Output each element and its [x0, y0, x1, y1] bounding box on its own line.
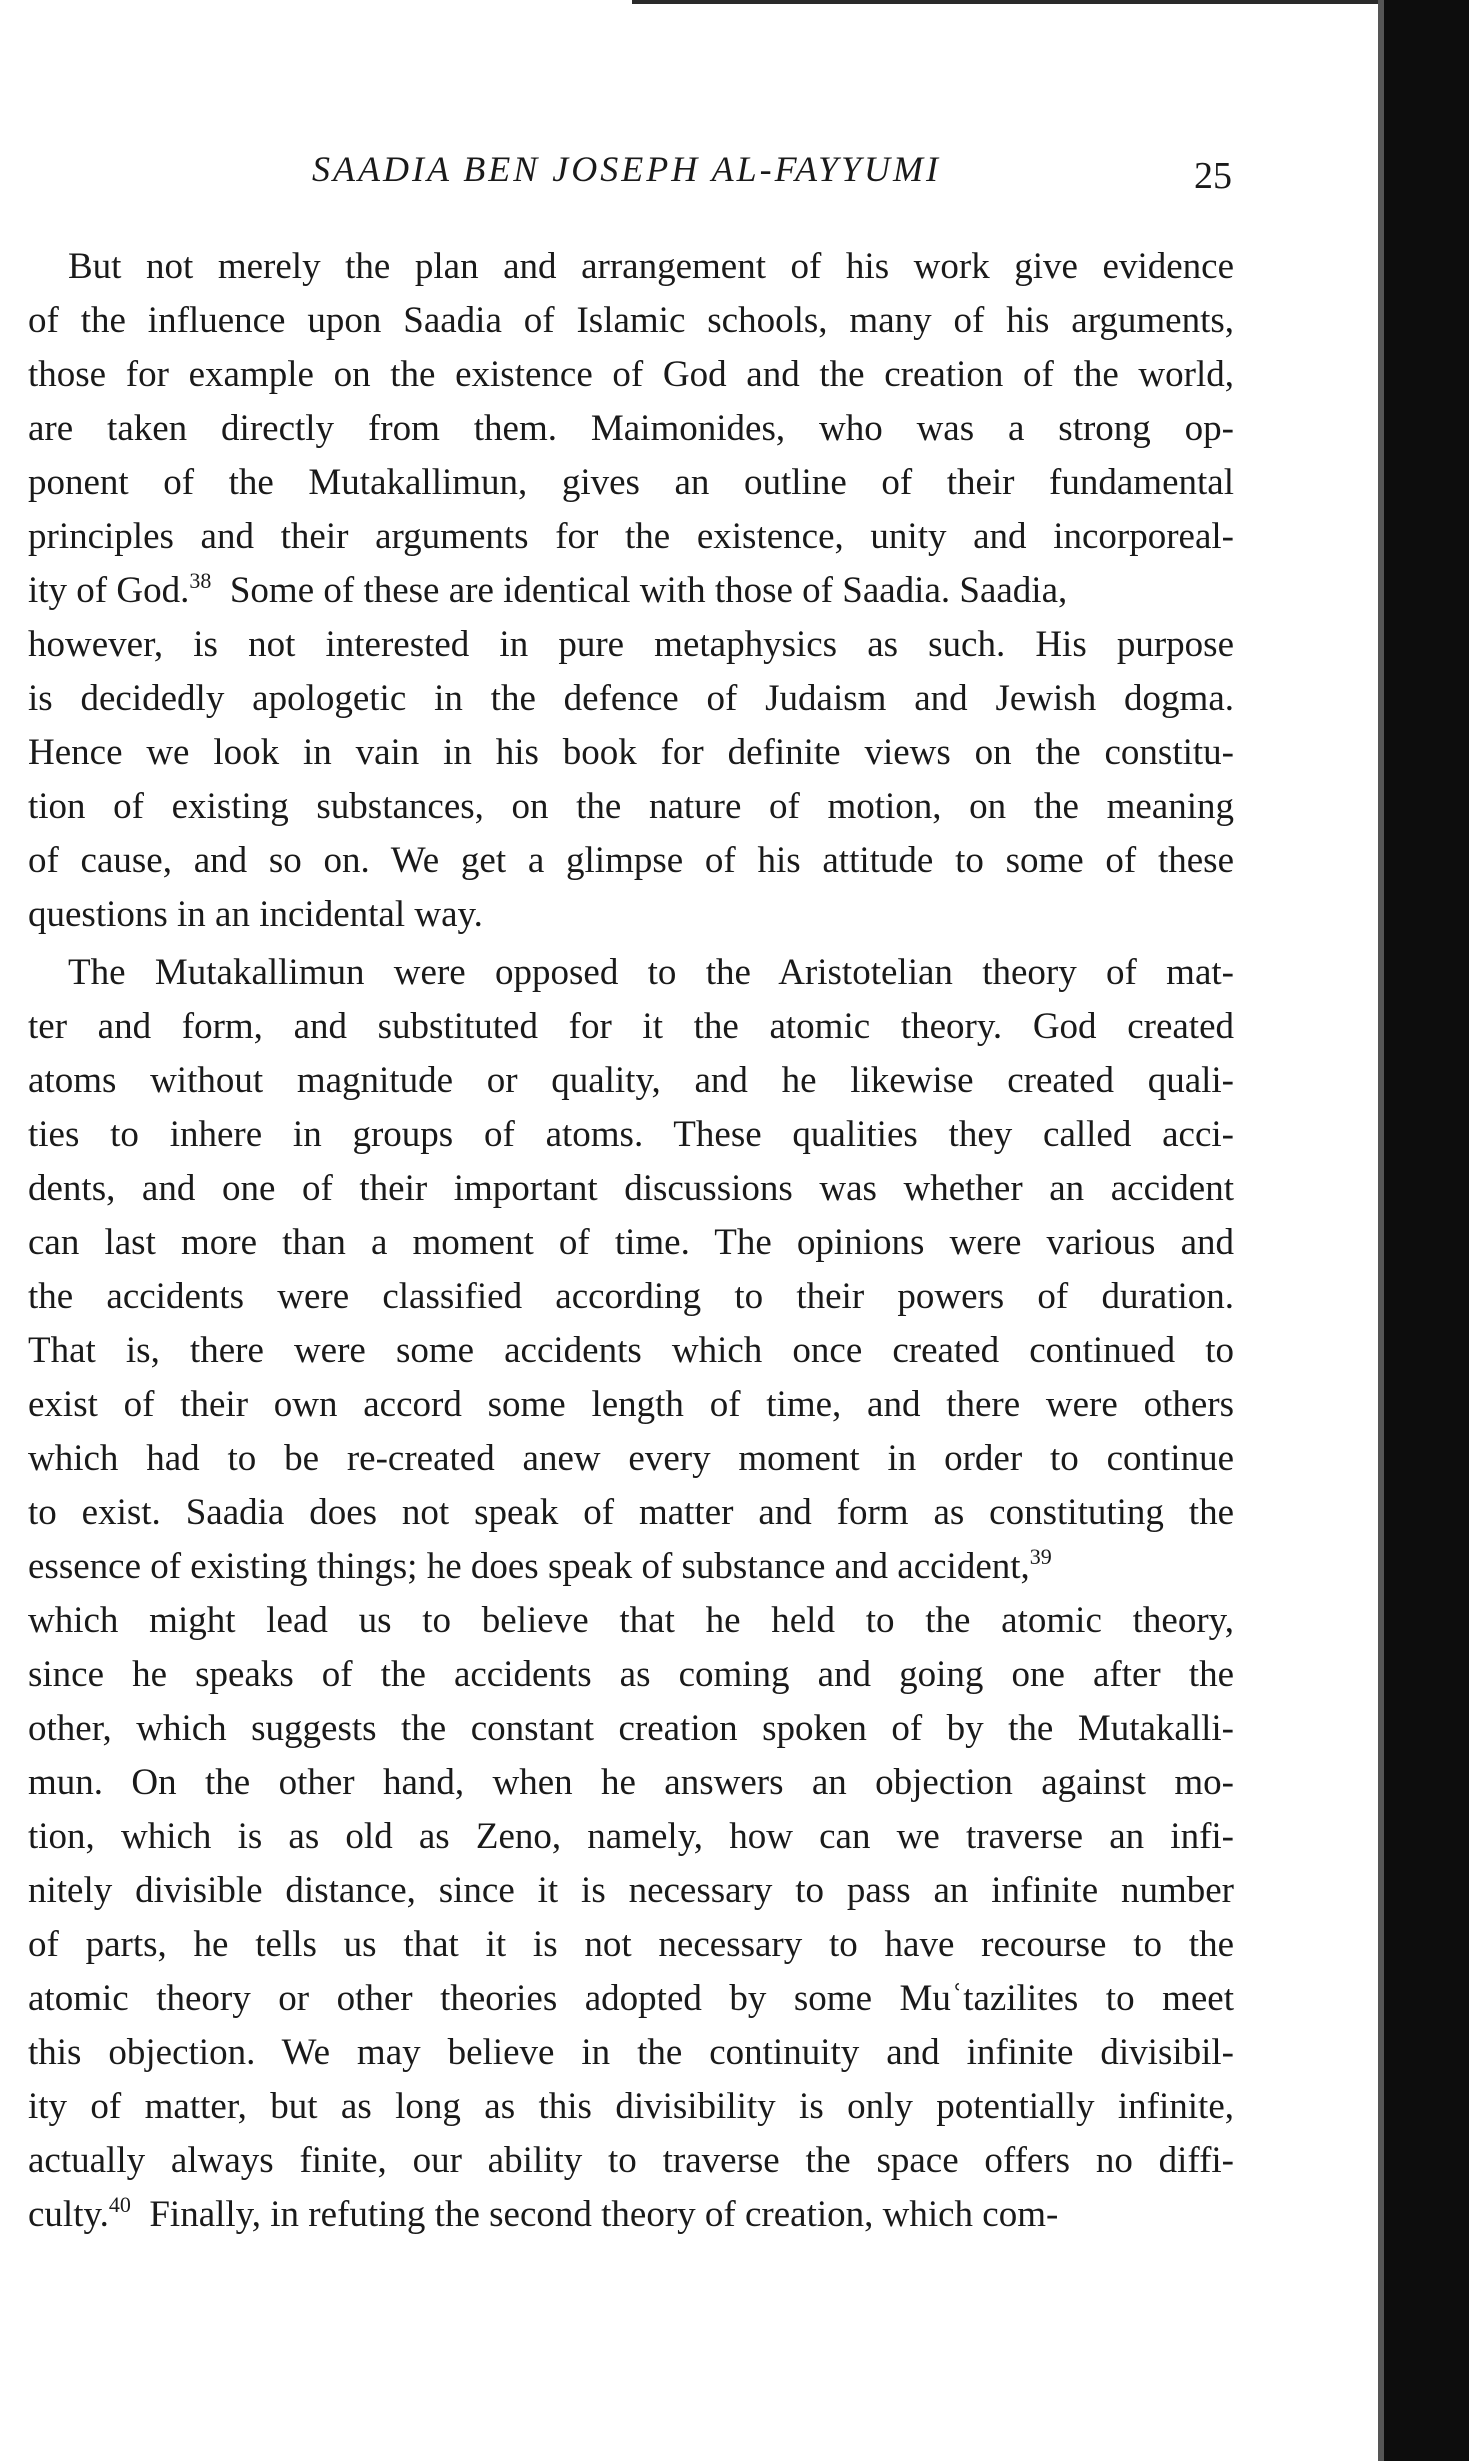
- text-segment: Finally, in refuting the second theory of creation, which com-: [149, 2194, 1059, 2235]
- text-line: ter and form, and substituted for it the atomic theory. God created: [28, 1006, 1234, 1047]
- text-line: this objection. We may believe in the continuity and infinite divisibil-: [28, 2032, 1234, 2073]
- text-line: dents, and one of their important discussions was whether an accident: [28, 1168, 1234, 1209]
- running-title: SAADIA BEN JOSEPH AL-FAYYUMI: [312, 149, 941, 189]
- text-line: tion of existing substances, on the nature of motion, on the meaning: [28, 786, 1234, 827]
- text-line: can last more than a moment of time. The opinions were various and: [28, 1222, 1234, 1263]
- text-line: tion, which is as old as Zeno, namely, how can we traverse an infi-: [28, 1816, 1234, 1857]
- running-header: [0, 148, 1469, 208]
- text-line: mun. On the other hand, when he answers an objection against mo-: [28, 1762, 1234, 1803]
- text-line: [28, 564, 1234, 618]
- text-line: ponent of the Mutakallimun, gives an outline of their fundamental: [28, 462, 1234, 503]
- text-segment: essence of existing things; he does speak of substance and accident,: [28, 1546, 1030, 1587]
- body-text: [28, 240, 1234, 2242]
- text-line: of the influence upon Saadia of Islamic schools, many of his arguments,: [28, 300, 1234, 341]
- text-line: of cause, and so on. We get a glimpse of his attitude to some of these: [28, 840, 1234, 881]
- text-line: which might lead us to believe that he held to the atomic theory,: [28, 1600, 1234, 1641]
- text-line: of parts, he tells us that it is not necessary to have recourse to the: [28, 1924, 1234, 1965]
- text-line: atoms without magnitude or quality, and he likewise created quali-: [28, 1060, 1234, 1101]
- text-line: That is, there were some accidents which once created continued to: [28, 1330, 1234, 1371]
- text-line: since he speaks of the accidents as coming and going one after the: [28, 1654, 1234, 1695]
- text-line: The Mutakallimun were opposed to the Aristotelian theory of mat-: [68, 952, 1234, 993]
- text-segment: Some of these are identical with those of Saadia. Saadia,: [229, 570, 1068, 611]
- footnote-ref-39: 39: [1029, 1544, 1052, 1569]
- paragraph-2: [28, 946, 1234, 2242]
- page-number: 25: [1194, 155, 1232, 197]
- scan-page-edge-shadow: [1378, 0, 1469, 2461]
- text-line: other, which suggests the constant creation spoken of by the Mutakalli-: [28, 1708, 1234, 1749]
- text-line: actually always finite, our ability to traverse the space offers no diffi-: [28, 2140, 1234, 2181]
- text-line: But not merely the plan and arrangement of his work give evidence: [68, 246, 1234, 287]
- text-line: nitely divisible distance, since it is necessary to pass an infinite number: [28, 1870, 1234, 1911]
- text-line: which had to be re-created anew every moment in order to continue: [28, 1438, 1234, 1479]
- text-line: the accidents were classified according to their powers of duration.: [28, 1276, 1234, 1317]
- text-line: Hence we look in vain in his book for definite views on the constitu-: [28, 732, 1234, 773]
- text-line: however, is not interested in pure metaphysics as such. His purpose: [28, 624, 1234, 665]
- top-page-edge-rule: [632, 0, 1400, 4]
- text-line: ity of matter, but as long as this divisibility is only potentially infinite,: [28, 2086, 1234, 2127]
- scan-page-edge-border: [1378, 0, 1384, 2461]
- text-line: exist of their own accord some length of time, and there were others: [28, 1384, 1234, 1425]
- text-line: principles and their arguments for the existence, unity and incorporeal-: [28, 516, 1234, 557]
- text-segment: culty.: [28, 2194, 109, 2235]
- text-line: to exist. Saadia does not speak of matter and form as constituting the: [28, 1492, 1234, 1533]
- footnote-ref-40: 40: [108, 2192, 131, 2217]
- footnote-ref-38: 38: [189, 568, 212, 593]
- text-line: is decidedly apologetic in the defence of Judaism and Jewish dogma.: [28, 678, 1234, 719]
- text-line: ties to inhere in groups of atoms. These qualities they called acci-: [28, 1114, 1234, 1155]
- text-segment: ity of God.: [28, 570, 190, 611]
- text-line: [28, 1540, 1234, 1594]
- text-line: are taken directly from them. Maimonides, who was a strong op-: [28, 408, 1234, 449]
- text-line: [28, 2188, 1234, 2242]
- paragraph-1: [28, 240, 1234, 942]
- text-line: atomic theory or other theories adopted by some Muʿtazilites to meet: [28, 1978, 1234, 2019]
- text-line: questions in an incidental way.: [28, 894, 483, 935]
- text-line: those for example on the existence of God and the creation of the world,: [28, 354, 1234, 395]
